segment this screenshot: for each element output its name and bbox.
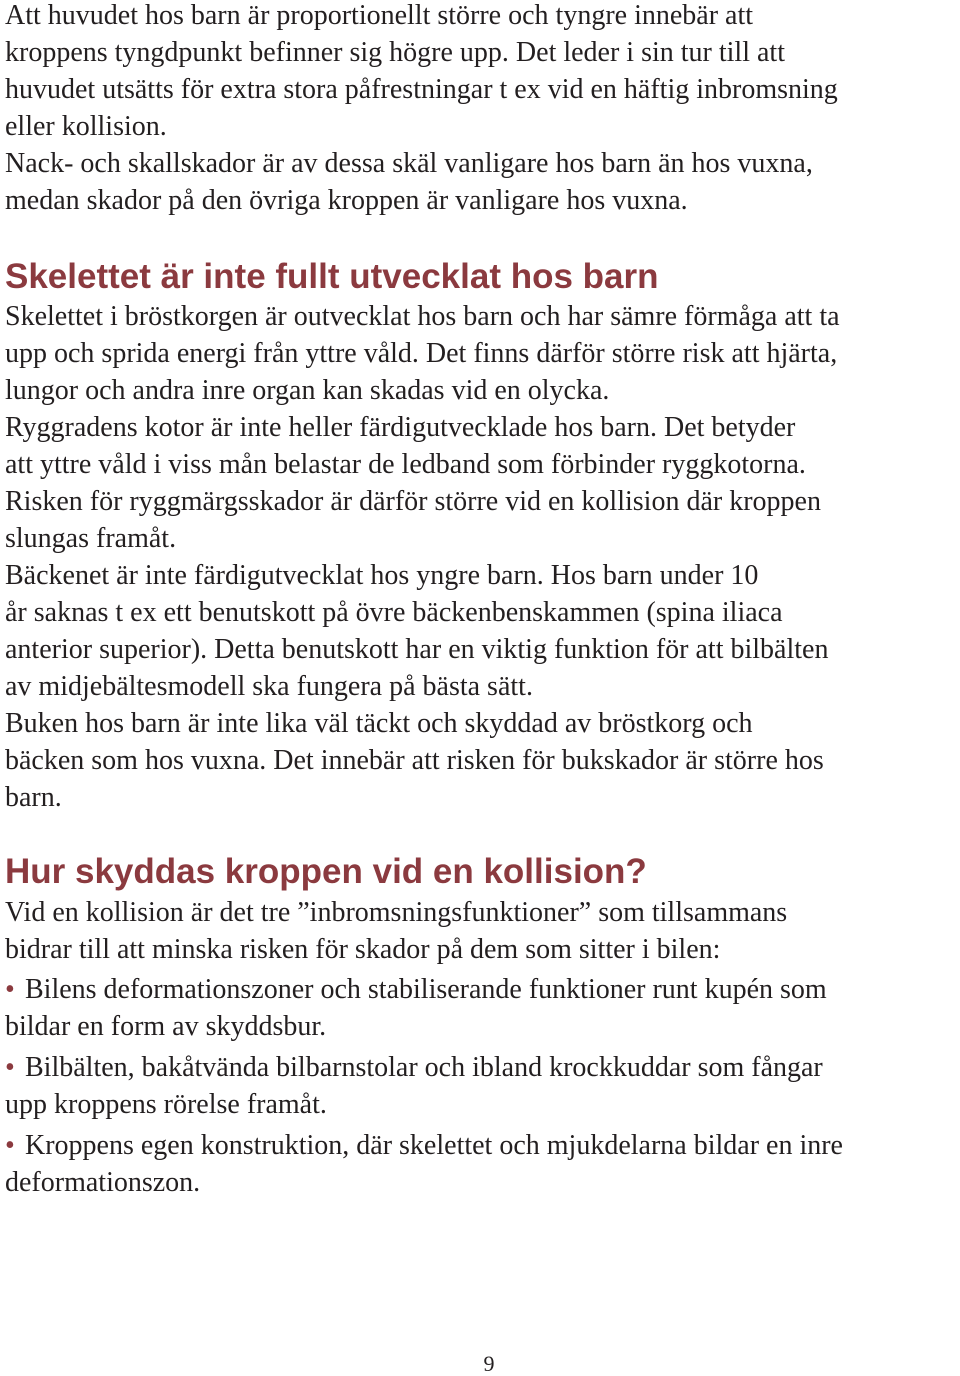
text-line: Skelettet i bröstkorgen är outvecklat hos barn och har sämre förmåga att ta — [5, 301, 840, 332]
section-heading-protection: Hur skyddas kroppen vid en kollision? — [5, 852, 647, 891]
text-line: att yttre våld i viss mån belastar de ledband som förbinder ryggkotorna. — [5, 449, 806, 480]
text-line: Ryggradens kotor är inte heller färdigutvecklade hos barn. Det betyder — [5, 412, 796, 443]
protection-bullet-list — [5, 971, 843, 1201]
bullet-item — [5, 1127, 843, 1201]
text-line: Bäckenet är inte färdigutvecklat hos yngre barn. Hos barn under 10 — [5, 560, 759, 591]
bullet-icon: • — [5, 1052, 15, 1083]
text-line: medan skador på den övriga kroppen är vanligare hos vuxna. — [5, 185, 688, 216]
bullet-icon: • — [5, 974, 15, 1005]
text-line: Att huvudet hos barn är proportionellt större och tyngre innebär att — [5, 0, 754, 31]
text-line: upp och sprida energi från yttre våld. Det finns därför större risk att hjärta, — [5, 338, 838, 369]
text-line: anterior superior). Detta benutskott har en viktig funktion för att bilbälten — [5, 634, 829, 665]
text-line: huvudet utsätts för extra stora påfrestningar t ex vid en häftig inbromsning — [5, 74, 838, 105]
text-line: kroppens tyngdpunkt befinner sig högre upp. Det leder i sin tur till att — [5, 37, 785, 68]
intro-paragraph — [5, 0, 838, 219]
bullet-text: Bilbälten, bakåtvända bilbarnstolar och ibland krockkuddar som fångar — [25, 1052, 823, 1083]
text-line: Risken för ryggmärgsskador är därför större vid en kollision där kroppen — [5, 486, 821, 517]
bullet-text: upp kroppens rörelse framåt. — [5, 1089, 327, 1120]
bullet-item — [5, 1049, 843, 1123]
section-heading-skeleton: Skelettet är inte fullt utvecklat hos barn — [5, 257, 659, 296]
bullet-text: deformationszon. — [5, 1167, 201, 1198]
text-line: år saknas t ex ett benutskott på övre bäckenbenskammen (spina iliaca — [5, 597, 783, 628]
text-line: av midjebältesmodell ska fungera på bästa sätt. — [5, 671, 533, 702]
text-line: eller kollision. — [5, 111, 167, 142]
text-line: Vid en kollision är det tre ”inbromsningsfunktioner” som tillsammans — [5, 897, 788, 928]
bullet-text: bildar en form av skyddsbur. — [5, 1011, 327, 1042]
protection-intro-paragraph — [5, 894, 787, 968]
bullet-text: Bilens deformationszoner och stabiliserande funktioner runt kupén som — [25, 974, 827, 1005]
skeleton-paragraph — [5, 298, 840, 816]
bullet-item — [5, 971, 843, 1045]
text-line: barn. — [5, 782, 62, 813]
page-number: 9 — [483, 1351, 495, 1376]
text-line: lungor och andra inre organ kan skadas vid en olycka. — [5, 375, 610, 406]
text-line: bidrar till att minska risken för skador på dem som sitter i bilen: — [5, 934, 721, 965]
text-line: Buken hos barn är inte lika väl täckt och skyddad av bröstkorg och — [5, 708, 753, 739]
text-line: Nack- och skallskador är av dessa skäl vanligare hos barn än hos vuxna, — [5, 148, 813, 179]
text-line: slungas framåt. — [5, 523, 177, 554]
bullet-icon: • — [5, 1130, 15, 1161]
text-line: bäcken som hos vuxna. Det innebär att risken för bukskador är större hos — [5, 745, 824, 776]
bullet-text: Kroppens egen konstruktion, där skelettet och mjukdelarna bildar en inre — [25, 1130, 843, 1161]
